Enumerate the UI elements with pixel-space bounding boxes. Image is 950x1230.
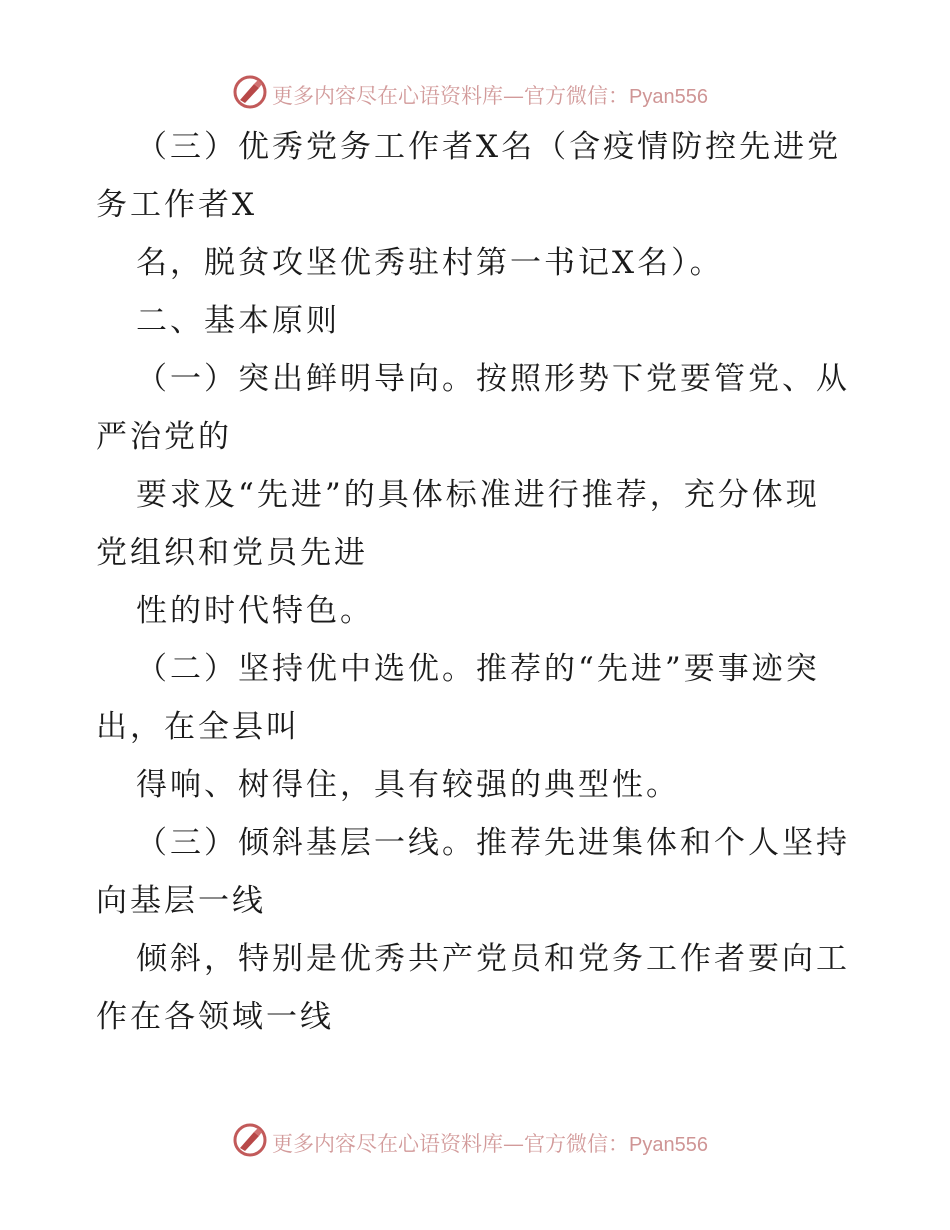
text-line: （三）倾斜基层一线。推荐先进集体和个人坚持 (136, 825, 850, 861)
watermark-text: 更多内容尽在心语资料库—官方微信： (272, 1132, 629, 1156)
header-watermark (0, 72, 950, 112)
document-body (96, 118, 856, 1046)
text-line: 性的时代特色。 (136, 593, 374, 629)
text-line: 向基层一线 (96, 883, 266, 919)
text-line: 出，在全县叫 (96, 709, 300, 745)
wechat-id: Pyan556 (629, 1134, 708, 1156)
text-line: 要求及“先进”的具体标准进行推荐，充分体现 (136, 477, 820, 513)
section-heading: 二、基本原则 (136, 303, 340, 339)
text-line: 严治党的 (96, 419, 232, 455)
text-line: （一）突出鲜明导向。按照形势下党要管党、从 (136, 361, 850, 397)
text-line: 名，脱贫攻坚优秀驻村第一书记X名）。 (136, 245, 724, 281)
text-line: （三）优秀党务工作者X名（含疫情防控先进党 (136, 129, 842, 165)
footer-watermark (0, 1120, 950, 1160)
text-line: 得响、树得住，具有较强的典型性。 (136, 767, 680, 803)
text-line: 倾斜，特别是优秀共产党员和党务工作者要向工 (136, 941, 850, 977)
text-line: 务工作者X (96, 187, 258, 223)
text-line: （二）坚持优中选优。推荐的“先进”要事迹突 (136, 651, 820, 687)
watermark-text: 更多内容尽在心语资料库—官方微信： (272, 84, 629, 108)
text-line: 作在各领域一线 (96, 999, 334, 1035)
text-line: 党组织和党员先进 (96, 535, 368, 571)
pen-logo-icon (232, 74, 268, 110)
wechat-id: Pyan556 (629, 86, 708, 108)
pen-logo-icon (232, 1122, 268, 1158)
